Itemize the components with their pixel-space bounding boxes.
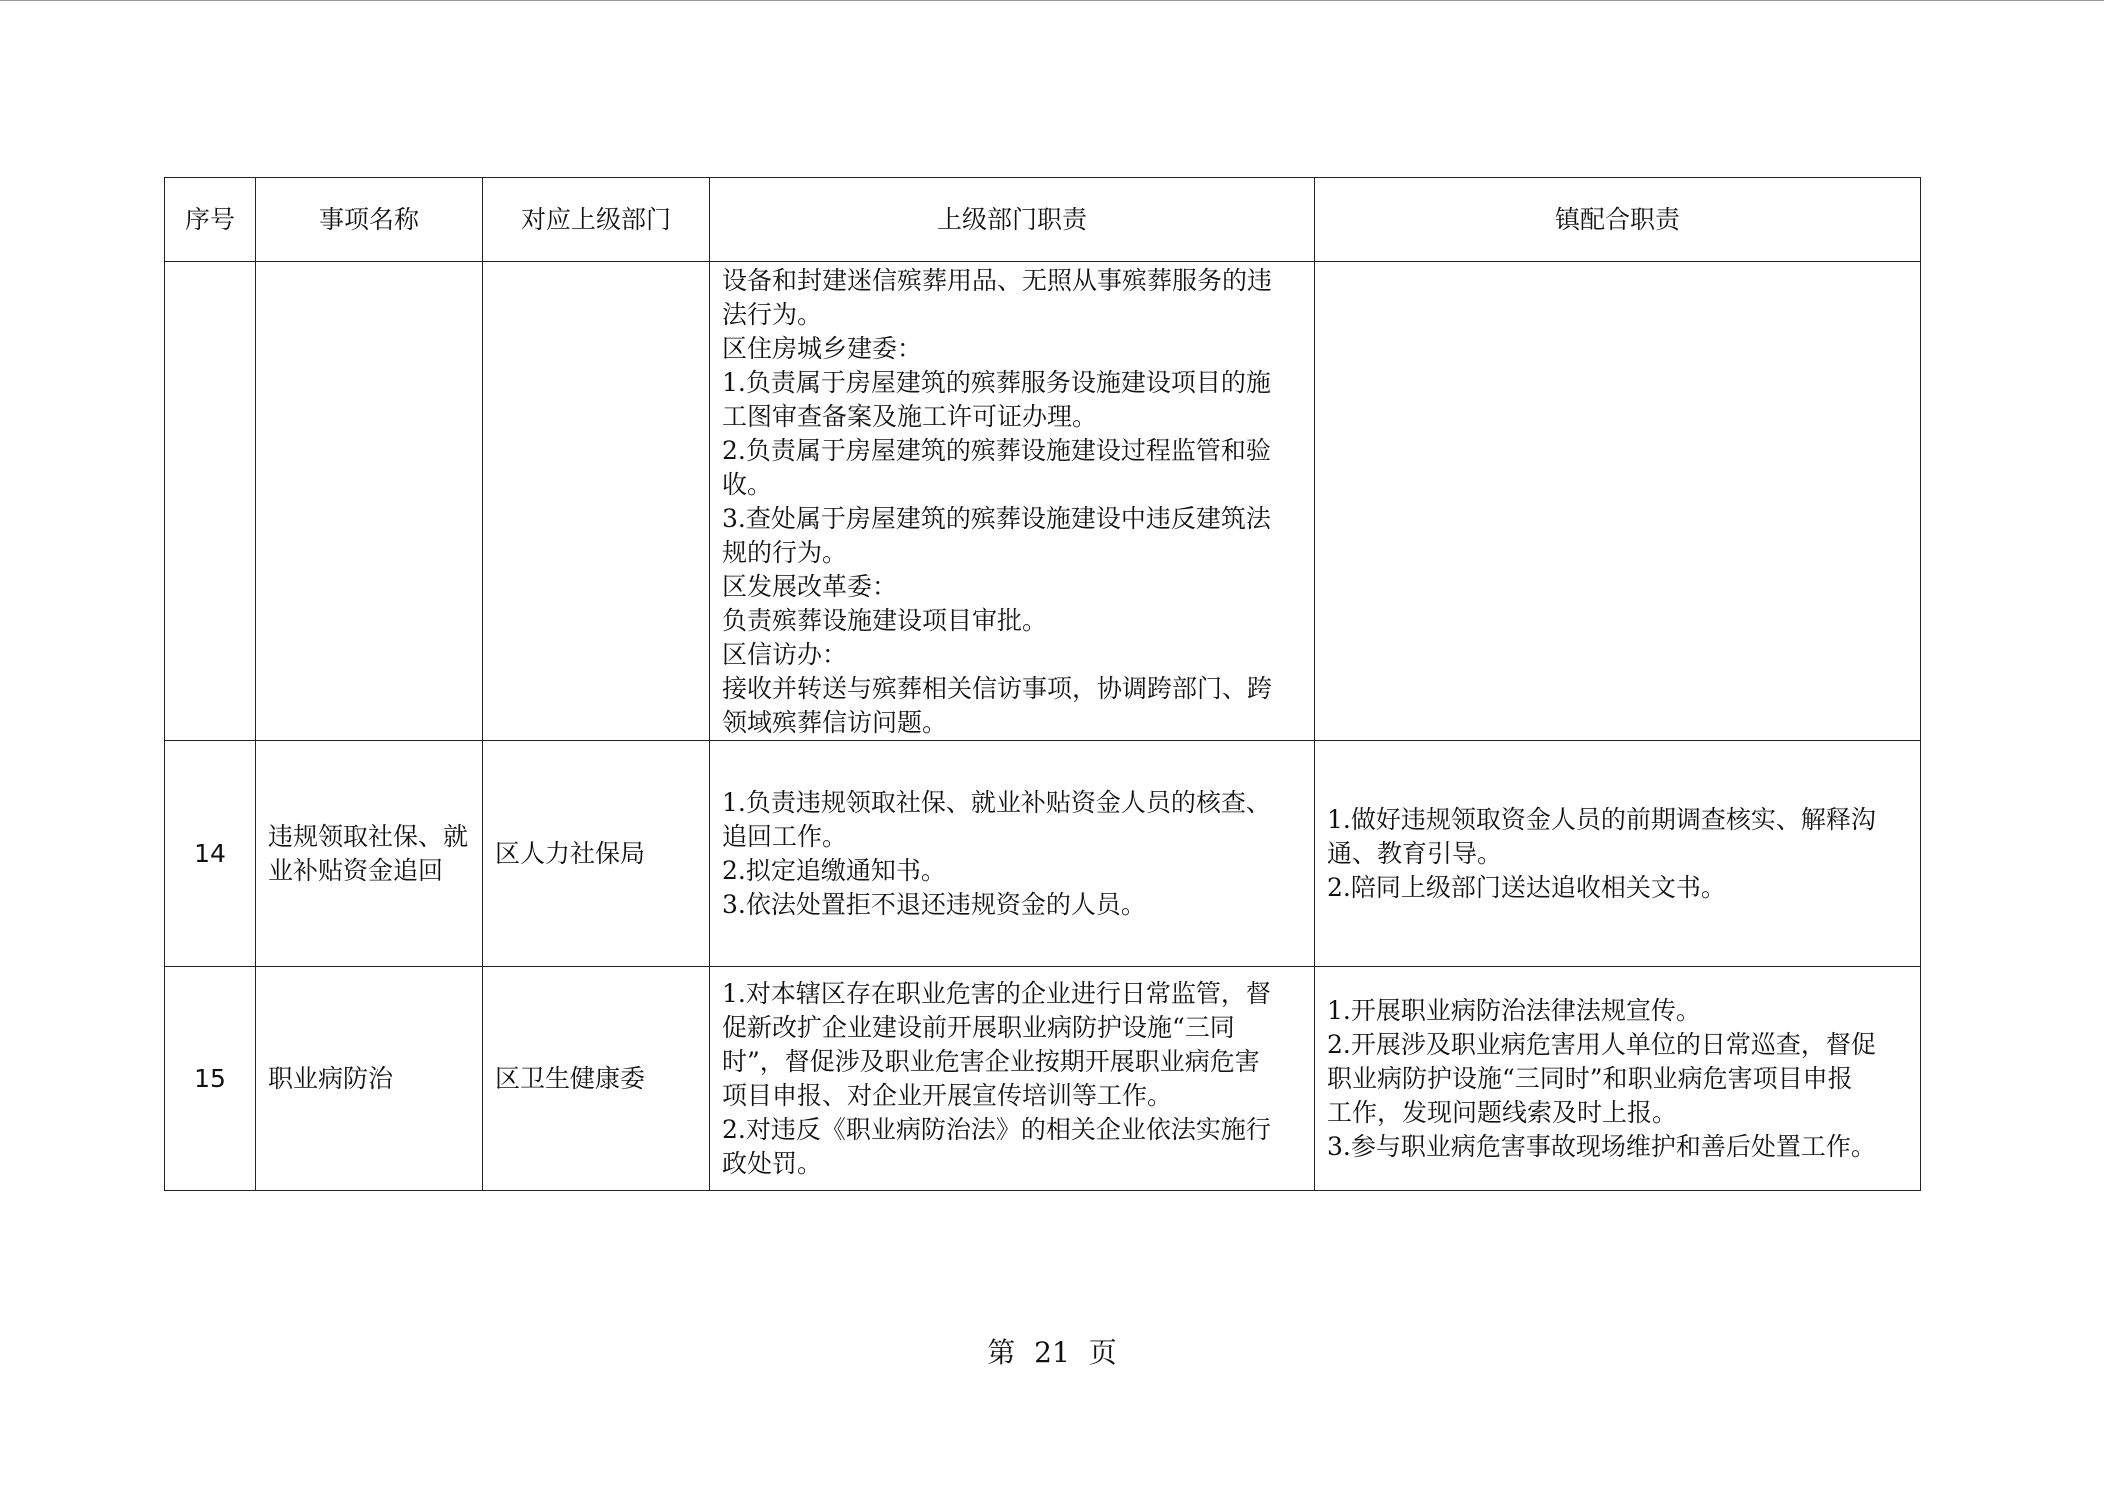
header-superior-department: 对应上级部门	[483, 178, 710, 262]
row-department: 区卫生健康委	[483, 967, 710, 1191]
item-name-line: 业补贴资金追回	[268, 855, 444, 885]
row-item-name	[256, 741, 483, 967]
town-duty-line: 1.开展职业病防治法律法规宣传。	[1327, 995, 1701, 1025]
row-town-duties	[1315, 967, 1921, 1191]
duty-line: 追回工作。	[722, 821, 848, 851]
page-top-border	[0, 0, 2104, 1]
table-row	[165, 262, 1921, 741]
duty-line: 法行为。	[722, 300, 823, 329]
row-item-name	[256, 967, 483, 1191]
row-superior-duties	[710, 741, 1315, 967]
table-header-row	[165, 178, 1921, 262]
duty-line: 负责殡葬设施建设项目审批。	[722, 606, 1048, 635]
row-department: 区人力社保局	[483, 741, 710, 967]
duty-line: 2.对违反《职业病防治法》的相关企业依法实施行	[722, 1114, 1271, 1144]
row-serial-number: 15	[165, 967, 256, 1191]
duty-line: 3.依法处置拒不退还违规资金的人员。	[722, 889, 1146, 919]
town-duty-line: 1.做好违规领取资金人员的前期调查核实、解释沟	[1327, 804, 1876, 834]
duty-line: 区信访办：	[722, 640, 848, 669]
duty-line: 促新改扩企业建设前开展职业病防护设施“三同	[722, 1012, 1235, 1042]
duty-line: 政处罚。	[722, 1148, 823, 1178]
duty-line: 项目申报、对企业开展宣传培训等工作。	[722, 1080, 1173, 1110]
duty-line: 收。	[722, 470, 773, 499]
duty-line: 设备和封建迷信殡葬用品、无照从事殡葬服务的违	[722, 266, 1273, 295]
town-duty-line: 3.参与职业病危害事故现场维护和善后处置工作。	[1327, 1131, 1876, 1161]
header-serial-number: 序号	[165, 178, 256, 262]
table-row	[165, 741, 1921, 967]
duty-line: 1.对本辖区存在职业危害的企业进行日常监管，督	[722, 978, 1271, 1008]
header-superior-duties: 上级部门职责	[710, 178, 1315, 262]
row-item-name	[256, 262, 483, 741]
duty-line: 接收并转送与殡葬相关信访事项，协调跨部门、跨	[722, 674, 1273, 703]
row-town-duties	[1315, 262, 1921, 741]
town-duty-line: 2.陪同上级部门送达追收相关文书。	[1327, 872, 1726, 902]
row-serial-number: 14	[165, 741, 256, 967]
header-town-duties: 镇配合职责	[1315, 178, 1921, 262]
header-item-name: 事项名称	[256, 178, 483, 262]
town-duty-line: 通、教育引导。	[1327, 838, 1503, 868]
duty-line: 规的行为。	[722, 538, 848, 567]
duty-table	[164, 177, 1921, 1191]
item-name-line: 职业病防治	[268, 1063, 394, 1093]
duty-line: 2.拟定追缴通知书。	[722, 855, 946, 885]
duty-line: 1.负责属于房屋建筑的殡葬服务设施建设项目的施	[722, 368, 1271, 397]
row-town-duties	[1315, 741, 1921, 967]
table-row	[165, 967, 1921, 1191]
page-number: 第 21 页	[987, 1336, 1117, 1369]
duty-line: 1.负责违规领取社保、就业补贴资金人员的核查、	[722, 787, 1271, 817]
duty-line: 区住房城乡建委：	[722, 334, 923, 363]
duty-line: 时”，督促涉及职业危害企业按期开展职业病危害	[722, 1046, 1260, 1076]
town-duty-line: 职业病防护设施“三同时”和职业病危害项目申报	[1327, 1063, 1853, 1093]
duty-line: 工图审查备案及施工许可证办理。	[722, 402, 1098, 431]
town-duty-line: 工作，发现问题线索及时上报。	[1327, 1097, 1678, 1127]
duty-line: 领域殡葬信访问题。	[722, 708, 948, 737]
row-department	[483, 262, 710, 741]
row-superior-duties	[710, 967, 1315, 1191]
row-superior-duties	[710, 262, 1315, 741]
town-duty-line: 2.开展涉及职业病危害用人单位的日常巡查，督促	[1327, 1029, 1876, 1059]
row-serial-number	[165, 262, 256, 741]
duty-line: 3.查处属于房屋建筑的殡葬设施建设中违反建筑法	[722, 504, 1271, 533]
duty-line: 2.负责属于房屋建筑的殡葬设施建设过程监管和验	[722, 436, 1271, 465]
duty-line: 区发展改革委：	[722, 572, 898, 601]
item-name-line: 违规领取社保、就	[268, 821, 469, 851]
